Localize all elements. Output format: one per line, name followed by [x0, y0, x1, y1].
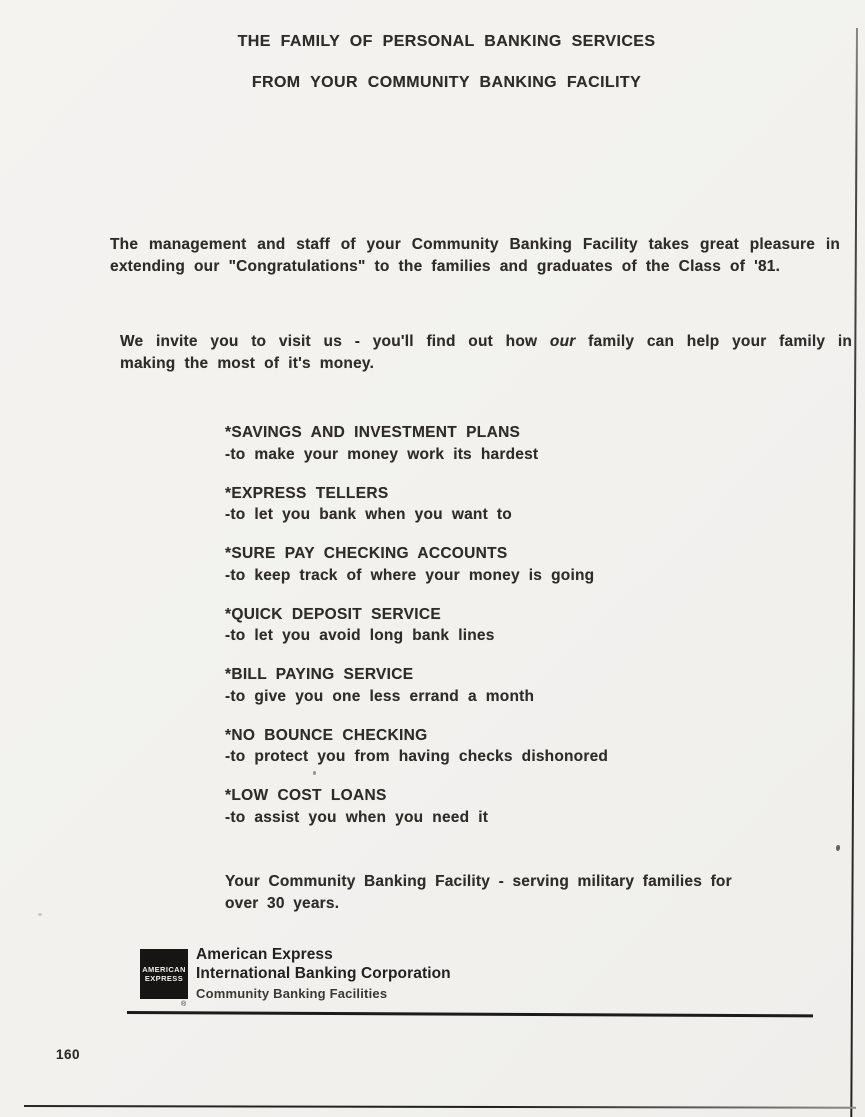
closing-paragraph: Your Community Banking Facility - serving military families for over 30 years. — [225, 873, 732, 912]
list-item — [225, 785, 695, 828]
service-title: *LOW COST LOANS — [225, 787, 387, 804]
service-description: -to let you avoid long bank lines — [225, 627, 495, 644]
service-description: -to give you one less errand a month — [225, 687, 535, 705]
amex-box-text-line1: AMERICAN — [142, 964, 186, 974]
service-description: -to make your money work its hardest — [225, 445, 539, 463]
page-header — [0, 33, 865, 92]
invite-paragraph — [120, 331, 852, 374]
american-express-logo-icon — [140, 949, 188, 999]
intro-paragraph: The management and staff of your Community Banking Facility takes great pleasure in extending our "Congratulations" to the families and graduates of the Class of '81. — [110, 236, 840, 275]
scan-speck — [313, 771, 316, 775]
company-name: American Express — [196, 946, 333, 963]
service-title: *SURE PAY CHECKING ACCOUNTS — [225, 545, 508, 562]
service-description: -to let you bank when you want to — [225, 506, 512, 523]
invite-text-after: family can help your family in making the most of it's money. — [120, 333, 852, 372]
company-division: International Banking Corporation — [196, 964, 451, 982]
list-item — [225, 725, 695, 768]
list-item — [225, 543, 695, 586]
page-title-line1: THE FAMILY OF PERSONAL BANKING SERVICES — [237, 33, 656, 50]
service-title: *NO BOUNCE CHECKING — [225, 726, 428, 744]
scan-speck — [836, 845, 840, 851]
services-list — [225, 422, 695, 846]
list-item — [225, 664, 695, 707]
service-description: -to keep track of where your money is going — [225, 566, 595, 584]
page-title-line2: FROM YOUR COMMUNITY BANKING FACILITY — [251, 74, 642, 91]
service-description: -to assist you when you need it — [225, 808, 489, 826]
scan-page-edge-right — [850, 28, 858, 1117]
amex-box-text-line2: EXPRESS — [144, 973, 184, 983]
service-description: -to protect you from having checks dishonored — [225, 748, 609, 765]
list-item — [225, 483, 695, 526]
invite-text-before: We invite you to visit us - you'll find out how — [120, 333, 550, 350]
scan-speck — [38, 913, 42, 916]
list-item — [225, 422, 695, 465]
service-title: *SAVINGS AND INVESTMENT PLANS — [225, 424, 521, 441]
logo-company-text — [196, 946, 526, 1003]
company-facilities: Community Banking Facilities — [196, 986, 388, 1001]
footer-rule — [127, 1011, 813, 1017]
service-title: *BILL PAYING SERVICE — [225, 666, 414, 683]
registered-trademark-symbol: ® — [181, 1001, 187, 1008]
invite-text-italic-our: our — [549, 333, 576, 350]
page-number: 160 — [56, 1047, 81, 1062]
scan-page-edge-bottom — [24, 1105, 856, 1109]
service-title: *QUICK DEPOSIT SERVICE — [225, 605, 441, 623]
service-title: *EXPRESS TELLERS — [225, 484, 389, 502]
list-item — [225, 604, 695, 647]
